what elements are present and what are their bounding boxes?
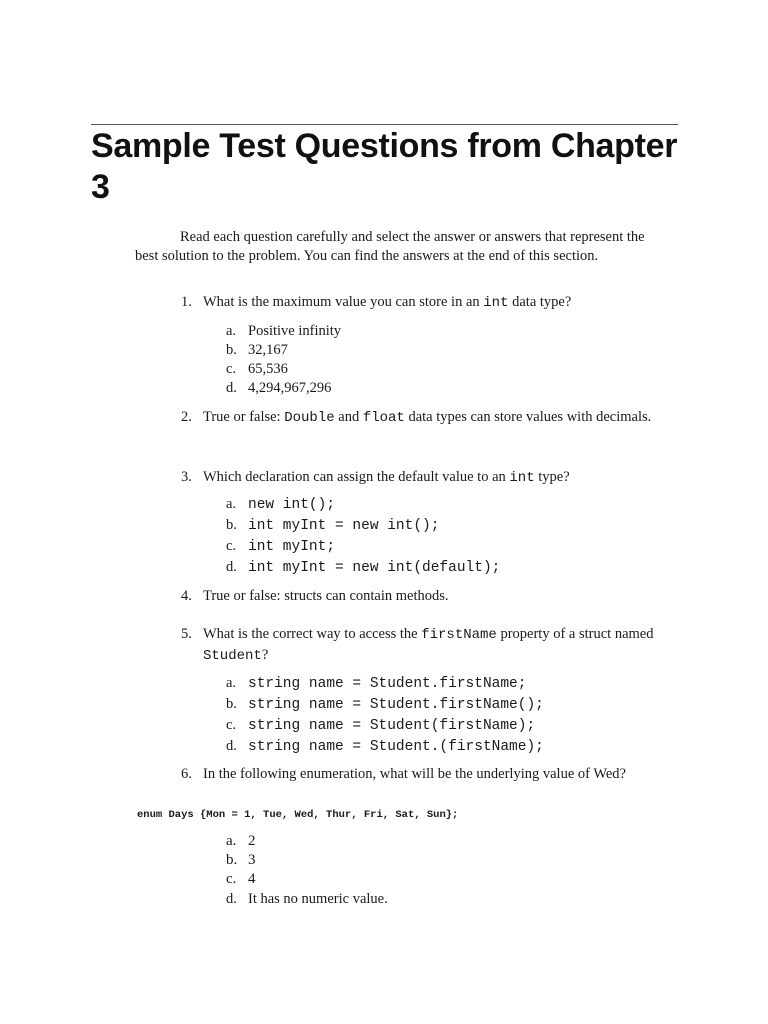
question-text: True or false: Double and float data types can store values with decimals. (203, 409, 652, 426)
option-1c: c. 65,536 (226, 361, 288, 377)
question-number: 6. (181, 766, 192, 782)
option-6d: d. It has no numeric value. (226, 891, 388, 907)
option-5b: b. string name = Student.firstName(); (226, 696, 544, 713)
question-3 (181, 467, 661, 488)
question-5 (181, 624, 661, 666)
question-number: 5. (181, 626, 192, 642)
question-number: 1. (181, 294, 192, 310)
inline-code: Double (284, 410, 335, 426)
question-number: 3. (181, 469, 192, 485)
question-number: 4. (181, 588, 192, 604)
question-text: What is the correct way to access the firstName property of a struct named Student? (203, 626, 654, 664)
question-text: Which declaration can assign the default value to an int type? (203, 469, 570, 486)
option-3a: a. new int(); (226, 496, 336, 513)
option-1d: d. 4,294,967,296 (226, 380, 332, 396)
question-text: In the following enumeration, what will be the underlying value of Wed? (203, 766, 626, 782)
inline-code: float (362, 410, 405, 426)
option-6c: c. 4 (226, 871, 256, 887)
intro-paragraph: Read each question carefully and select the answer or answers that represent the best solution to the problem. You can find the answers at the end of this section. (135, 229, 645, 264)
option-3b: b. int myInt = new int(); (226, 517, 440, 534)
inline-code: int (483, 295, 509, 311)
question-text: What is the maximum value you can store in an int data type? (203, 294, 572, 311)
option-1a: a. Positive infinity (226, 323, 342, 339)
question-6 (181, 765, 651, 783)
inline-code: Student (203, 648, 262, 664)
option-3d: d. int myInt = new int(default); (226, 559, 501, 576)
option-6a: a. 2 (226, 833, 256, 849)
inline-code: firstName (421, 627, 497, 643)
inline-code: int (509, 470, 535, 486)
option-1b: b. 32,167 (226, 342, 288, 358)
option-3c: c. int myInt; (226, 538, 336, 555)
question-1 (181, 292, 661, 313)
question-number: 2. (181, 409, 192, 425)
option-5a: a. string name = Student.firstName; (226, 675, 527, 692)
option-6b: b. 3 (226, 852, 256, 868)
question-2 (181, 407, 661, 428)
question-4 (181, 586, 661, 606)
question-text: True or false: structs can contain methods. (203, 588, 449, 604)
page-title: Sample Test Questions from Chapter 3 (91, 127, 678, 206)
title-rule (91, 124, 678, 125)
option-5d: d. string name = Student.(firstName); (226, 738, 544, 755)
enum-code-line: enum Days {Mon = 1, Tue, Wed, Thur, Fri, Sat, Sun}; (137, 809, 459, 821)
option-5c: c. string name = Student(firstName); (226, 717, 536, 734)
